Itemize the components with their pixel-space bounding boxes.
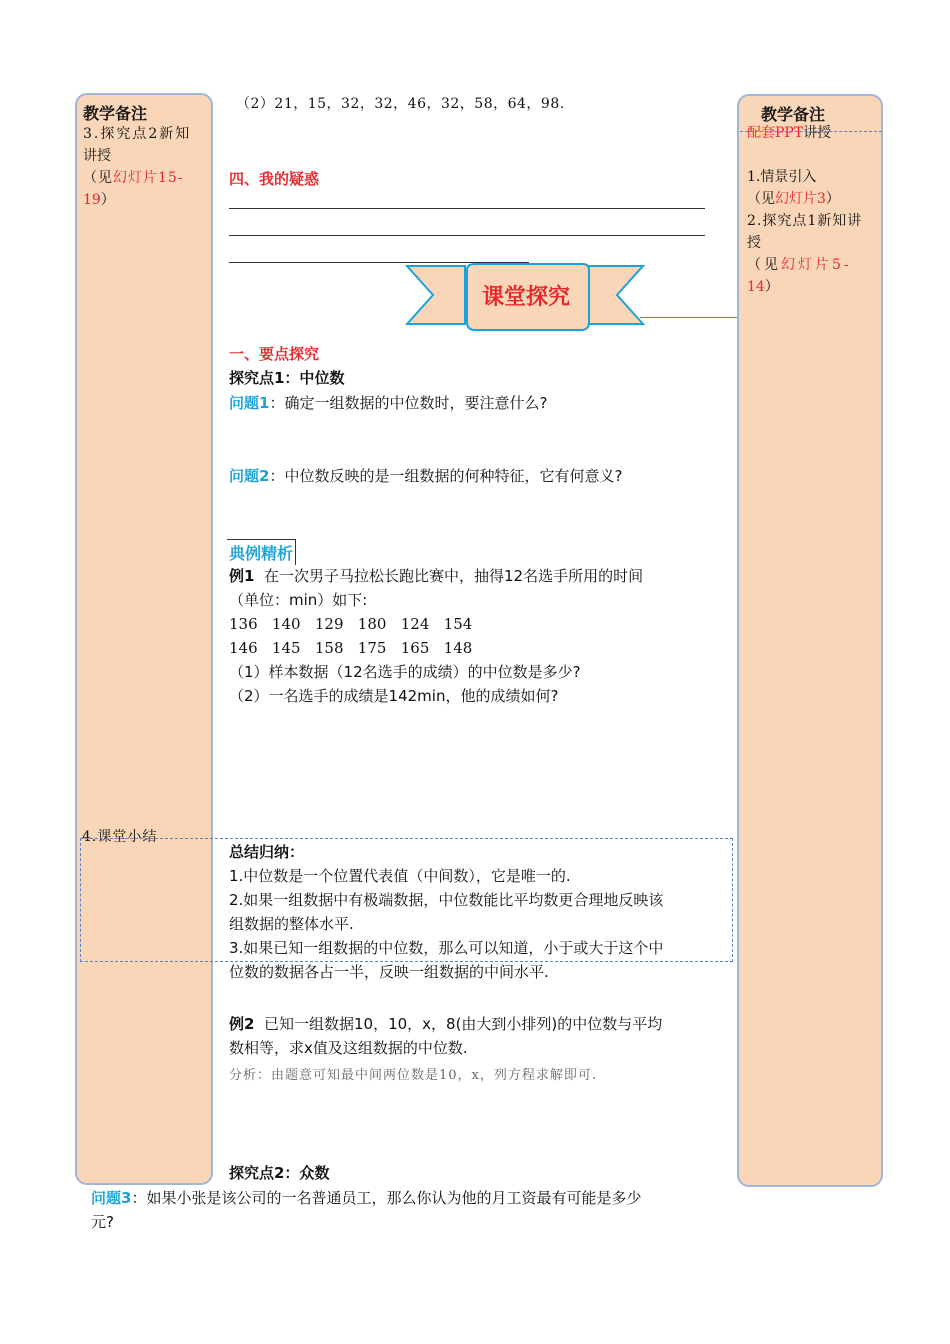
right-item2-ref2 bbox=[747, 276, 879, 298]
summary-2a: 2.如果一组数据中有极端数据，中位数能比平均数更合理地反映该 bbox=[229, 891, 664, 909]
right-item2-ref-red2: 14 bbox=[747, 279, 765, 295]
banner-text: 课堂探究 bbox=[481, 285, 570, 310]
right-notes-sub-post: 讲授 bbox=[803, 125, 832, 141]
right-item1-ref bbox=[747, 188, 879, 210]
question-1 bbox=[229, 391, 547, 415]
summary-1: 1.中位数是一个位置代表值（中间数），它是唯一的. bbox=[229, 867, 571, 885]
right-item2-ref-pre: （见 bbox=[747, 257, 781, 273]
right-item1-ref-red: 幻灯片3 bbox=[775, 191, 826, 207]
left-notes-title: 教学备注 bbox=[83, 104, 148, 123]
left-notes-panel bbox=[75, 93, 213, 1185]
ex2-line2: 数相等，求x值及这组数据的中位数. bbox=[229, 1039, 468, 1057]
ex1-line2: （单位：min）如下: bbox=[229, 591, 368, 609]
left-notes-item3 bbox=[83, 123, 209, 211]
ex1-data2: 146 145 158 175 165 148 bbox=[229, 639, 473, 657]
blank-line-2 bbox=[229, 235, 705, 236]
ex1-line1-text: 在一次男子马拉松长跑比赛中，抽得12名选手所用的时间 bbox=[263, 567, 644, 585]
left-item3-line2: 讲授 bbox=[83, 148, 111, 164]
top-line: （2）21，15，32，32，46，32，58，64，98. bbox=[236, 96, 565, 112]
ex1-data1: 136 140 129 180 124 154 bbox=[229, 615, 473, 633]
q3-text: ：如果小张是该公司的一名普通员工，那么你认为他的月工资最有可能是多少 bbox=[131, 1189, 642, 1207]
right-item1-ref-post: ） bbox=[825, 191, 840, 207]
ex2-line1-text: 已知一组数据10，10，x，8(由大到小排列)的中位数与平均 bbox=[263, 1015, 663, 1033]
q2-text: ：中位数反映的是一组数据的何种特征，它有何意义? bbox=[269, 467, 623, 485]
right-notes-sub-red: 配套PPT bbox=[747, 125, 804, 141]
banner-right-tail bbox=[585, 266, 643, 324]
right-item1-ref-pre: （见 bbox=[747, 191, 775, 207]
left-item3-ref-red2: 19 bbox=[83, 192, 101, 208]
left-item3-ref-post: ） bbox=[100, 192, 115, 208]
q3-line2: 元? bbox=[91, 1213, 114, 1231]
summary-title: 总结归纳： bbox=[229, 843, 305, 861]
right-notes-items bbox=[747, 166, 879, 298]
left-item3-ref-pre: （见 bbox=[83, 170, 113, 186]
q1-text: ：确定一组数据的中位数时，要注意什么? bbox=[269, 394, 548, 412]
question-2 bbox=[229, 464, 622, 488]
right-item2-ref-red: 幻灯片5- bbox=[781, 257, 852, 273]
section4-title: 四、我的疑惑 bbox=[229, 170, 320, 188]
right-notes-sub bbox=[747, 122, 831, 144]
summary-3b: 位数的数据各占一半，反映一组数据的中间水平. bbox=[229, 963, 549, 981]
q3-line1 bbox=[91, 1186, 731, 1210]
left-item3-line1: 3.探究点2新知 bbox=[83, 126, 192, 142]
right-item2-ref bbox=[747, 254, 879, 276]
summary-2b: 组数据的整体水平. bbox=[229, 915, 354, 933]
right-item2-ref-post: ） bbox=[764, 279, 779, 295]
right-item2-line2: 授 bbox=[747, 235, 761, 251]
point2-title: 探究点2：众数 bbox=[229, 1164, 330, 1182]
blank-line-1 bbox=[229, 208, 705, 209]
right-item2-line1: 2.探究点1新知讲 bbox=[747, 213, 863, 229]
left-item3-ref-red: 幻灯片15- bbox=[113, 170, 184, 186]
example-1 bbox=[229, 564, 729, 708]
ex1-label: 例1 bbox=[229, 567, 255, 585]
ex2-label: 例2 bbox=[229, 1015, 255, 1033]
ex1-q1: （1）样本数据（12名选手的成绩）的中位数是多少? bbox=[229, 663, 581, 681]
point1-title: 探究点1：中位数 bbox=[229, 369, 345, 387]
banner-left-tail bbox=[407, 266, 465, 324]
right-item1: 1.情景引入 bbox=[747, 169, 817, 185]
right-panel-dashed-guide bbox=[740, 131, 882, 132]
left-item3-ref2 bbox=[83, 189, 209, 211]
q1-label: 问题1 bbox=[229, 394, 270, 412]
left-item3-ref bbox=[83, 167, 209, 189]
ex1-line1 bbox=[229, 564, 729, 588]
question-3 bbox=[91, 1186, 731, 1234]
left-notes-item4: 4.课堂小结 bbox=[82, 829, 158, 845]
ex2-analysis: 分析：由题意可知最中间两位数是10，x，列方程求解即可. bbox=[229, 1068, 598, 1083]
summary bbox=[229, 840, 729, 984]
ex1-q2: （2）一名选手的成绩是142min，他的成绩如何? bbox=[229, 687, 559, 705]
example-2 bbox=[229, 1012, 729, 1060]
example-header-text: 典例精析 bbox=[229, 544, 294, 563]
right-notes-panel bbox=[737, 94, 883, 1187]
banner-connector-line bbox=[640, 317, 737, 318]
right-notes-title: 教学备注 bbox=[761, 105, 826, 124]
part1-title: 一、要点探究 bbox=[229, 345, 320, 363]
summary-3a: 3.如果已知一组数据的中位数，那么可以知道，小于或大于这个中 bbox=[229, 939, 664, 957]
example-header bbox=[227, 539, 296, 565]
q3-label: 问题3 bbox=[91, 1189, 132, 1207]
q2-label: 问题2 bbox=[229, 467, 270, 485]
ex2-line1 bbox=[229, 1012, 729, 1036]
